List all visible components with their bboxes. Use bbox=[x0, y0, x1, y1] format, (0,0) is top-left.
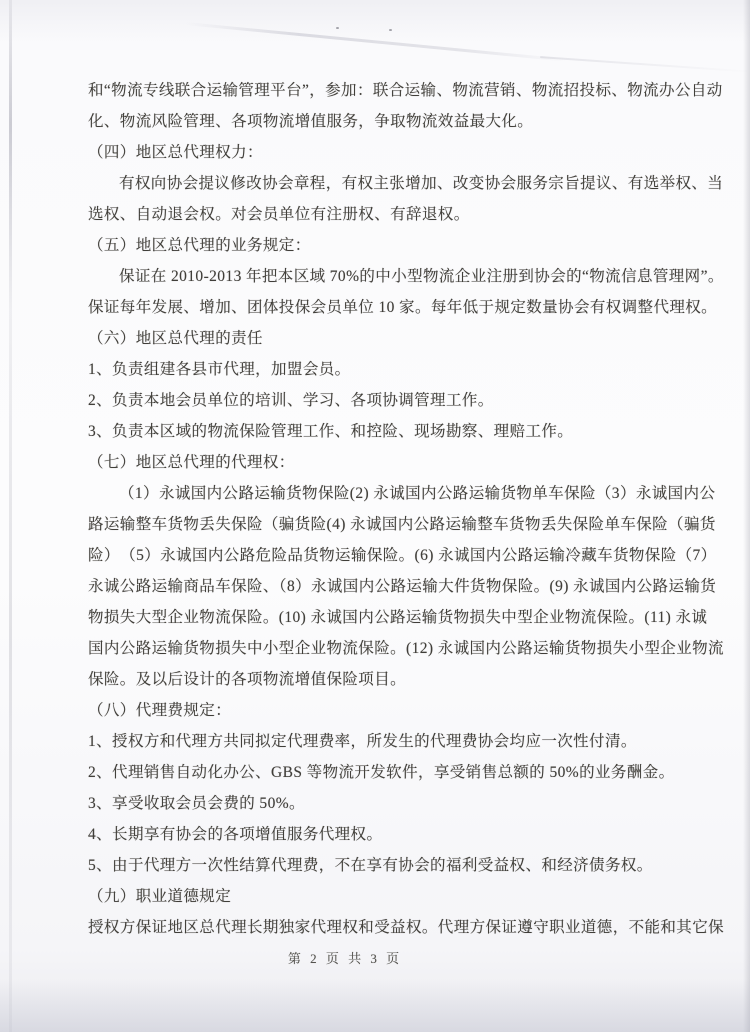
scan-top-shadow bbox=[0, 0, 750, 44]
scan-left-fold bbox=[9, 0, 12, 1032]
scan-speck bbox=[389, 29, 392, 31]
text-line: 4、长期享有协会的各项增值服务代理权。 bbox=[88, 826, 383, 843]
text-line: 2、代理销售自动化办公、GBS 等物流开发软件，享受销售总额的 50%的业务酬金。 bbox=[88, 764, 675, 781]
text-line: 有权向协会提议修改协会章程，有权主张增加、改变协会服务宗旨提议、有选举权、当 bbox=[119, 175, 724, 192]
text-line: 保证在 2010-2013 年把本区域 70%的中小型物流企业注册到协会的“物流信息管理网”。 bbox=[119, 268, 724, 285]
text-line: （1）永诚国内公路运输货物保险(2) 永诚国内公路运输货物单车保险（3）永诚国内公 bbox=[119, 485, 716, 502]
section-heading: （九）职业道德规定 bbox=[88, 888, 232, 905]
page-number: 第 2 页 共 3 页 bbox=[287, 951, 403, 966]
text-line: 险） （5）永诚国内公路危险品货物运输保险。(6) 永诚国内公路运输冷藏车货物保险（7） bbox=[88, 547, 717, 564]
text-line: 1、负责组建各县市代理，加盟会员。 bbox=[88, 361, 351, 378]
scan-speck bbox=[336, 27, 339, 29]
text-line: 物损失大型企业物流保险。(10) 永诚国内公路运输货物损失中型企业物流保险。(11) 永诚 bbox=[88, 609, 708, 626]
text-line: 授权方保证地区总代理长期独家代理权和受益权。代理方保证遵守职业道德，不能和其它保 bbox=[88, 919, 725, 936]
text-line: 保证每年发展、增加、团体投保会员单位 10 家。每年低于规定数量协会有权调整代理权。 bbox=[88, 299, 718, 316]
text-line: 3、负责本区域的物流保险管理工作、和控险、现场勘察、理赔工作。 bbox=[88, 423, 574, 440]
scan-right-shadow bbox=[743, 0, 750, 1032]
text-line: 化、物流风险管理、各项物流增值服务，争取物流效益最大化。 bbox=[88, 113, 534, 130]
text-line: 选权、自动退会权。对会员单位有注册权、有辞退权。 bbox=[88, 206, 470, 223]
text-line: 2、负责本地会员单位的培训、学习、各项协调管理工作。 bbox=[88, 392, 494, 409]
text-line: 国内公路运输货物损失中小型企业物流保险。(12) 永诚国内公路运输货物损失小型企业物流 bbox=[88, 640, 724, 657]
section-heading: （六）地区总代理的责任 bbox=[88, 330, 263, 347]
document-body bbox=[88, 75, 725, 943]
scan-crease-secondary bbox=[540, 56, 750, 73]
text-line: 保险。及以后设计的各项物流增值保险项目。 bbox=[88, 671, 407, 688]
section-heading: （七）地区总代理的代理权： bbox=[88, 454, 295, 471]
text-line: 路运输整车货物丢失保险（骗货险(4) 永诚国内公路运输整车货物丢失保险单车保险（骗货 bbox=[88, 516, 716, 533]
section-heading: （五）地区总代理的业务规定： bbox=[88, 237, 311, 254]
text-line: 和“物流专线联合运输管理平台”，参加：联合运输、物流营销、物流招投标、物流办公自动 bbox=[88, 82, 723, 99]
scan-bottom-shadow bbox=[0, 980, 750, 1032]
text-line: 3、享受收取会员会费的 50%。 bbox=[88, 795, 305, 812]
section-heading: （四）地区总代理权力： bbox=[88, 144, 263, 161]
section-heading: （八）代理费规定： bbox=[88, 702, 232, 719]
text-line: 5、由于代理方一次性结算代理费，不在享有协会的福利受益权、和经济债务权。 bbox=[88, 857, 653, 874]
text-line: 1、授权方和代理方共同拟定代理费率，所发生的代理费协会均应一次性付清。 bbox=[88, 733, 637, 750]
page-footer bbox=[0, 948, 720, 967]
text-line: 永诚公路运输商品车保险、（8）永诚国内公路运输大件货物保险。(9) 永诚国内公路运输货 bbox=[88, 578, 717, 595]
